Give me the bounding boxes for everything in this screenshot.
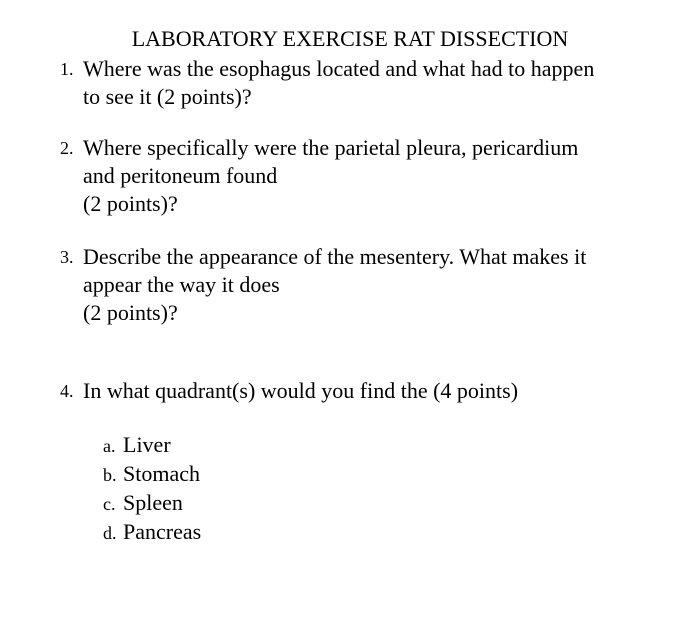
question-text — [83, 377, 663, 405]
question-text — [83, 55, 663, 111]
question-text — [83, 134, 663, 218]
document-title: LABORATORY EXERCISE RAT DISSECTION — [131, 26, 569, 51]
question-text — [83, 243, 663, 327]
question-line: (2 points)? — [83, 191, 178, 216]
question-line: to see it (2 points)? — [83, 84, 252, 109]
subitem-text: Stomach — [123, 461, 200, 486]
subitem-letter: c. — [103, 494, 116, 514]
question-line: (2 points)? — [83, 300, 178, 325]
subitem-letter: d. — [103, 523, 117, 543]
subitem-c — [103, 488, 183, 519]
subitem-text: Spleen — [123, 490, 183, 515]
subitem-text: Liver — [123, 432, 171, 457]
question-number: 2. — [60, 138, 74, 158]
question-line: Where was the esophagus located and what had to happen — [83, 56, 595, 81]
question-line: Describe the appearance of the mesentery. What makes it — [83, 244, 587, 269]
question-number: 3. — [60, 247, 74, 267]
question-number: 1. — [60, 59, 74, 79]
subitem-letter: a. — [103, 436, 116, 456]
subitem-letter: b. — [103, 465, 117, 485]
question-line: appear the way it does — [83, 272, 280, 297]
question-line: In what quadrant(s) would you find the (4 points) — [83, 378, 519, 403]
subitem-b — [103, 459, 200, 490]
subitem-d — [103, 517, 201, 548]
subitem-a — [103, 430, 171, 461]
question-line: Where specifically were the parietal pleura, pericardium — [83, 135, 579, 160]
subitem-text: Pancreas — [123, 519, 202, 544]
question-number: 4. — [60, 381, 74, 401]
question-line: and peritoneum found — [83, 163, 278, 188]
